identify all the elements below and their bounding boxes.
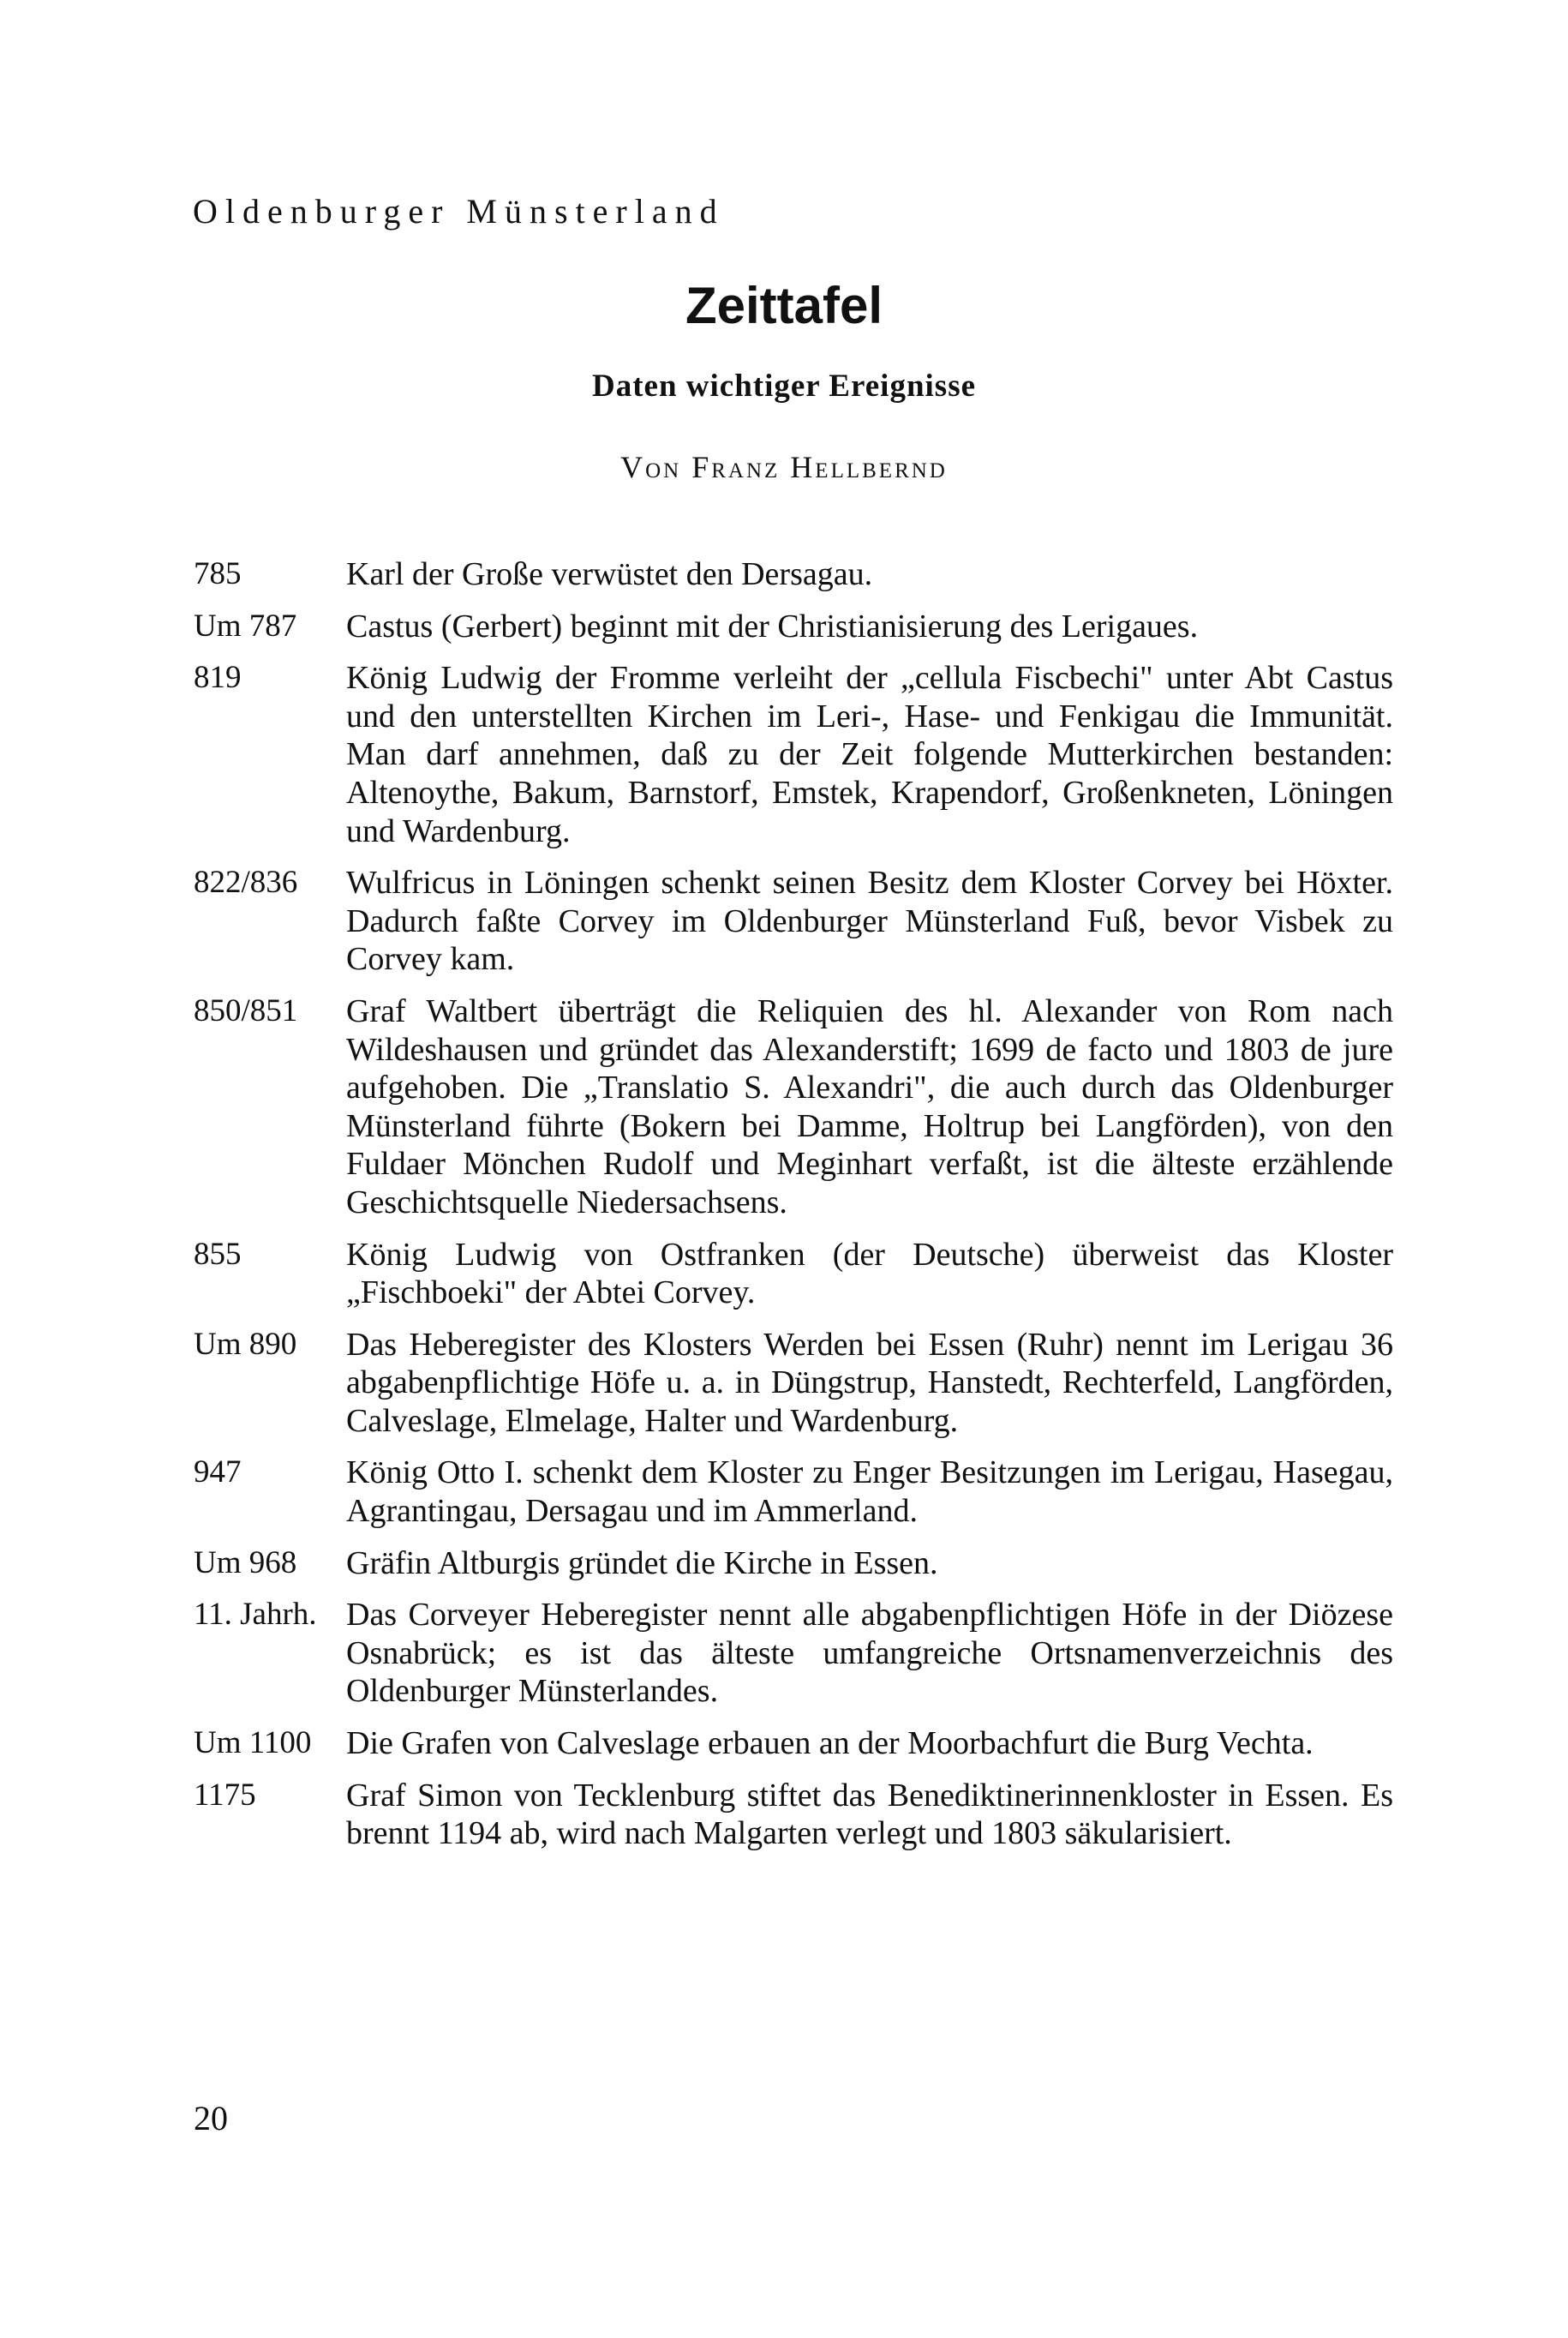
entry-text: Die Grafen von Calveslage erbauen an der Moorbachfurt die Burg Vechta.: [346, 1725, 1314, 1762]
entry-date: 785: [194, 556, 242, 591]
chronology-entry: [194, 1777, 1393, 1853]
entry-text: Gräfin Altburgis gründet die Kirche in Essen.: [346, 1544, 938, 1581]
entry-text: König Otto I. schenkt dem Kloster zu Enger Besitzungen im Lerigau, Hasegau, Agrantingau, Dersagau und im Ammerland.: [346, 1454, 1393, 1530]
entry-date: Um 890: [194, 1326, 297, 1362]
chronology-entry: [194, 1326, 1393, 1441]
chronology-entry: [194, 1454, 1393, 1530]
chronology-entry: [194, 864, 1393, 979]
chronology-entry: [194, 992, 1393, 1222]
article-subtitle: Daten wichtiger Ereignisse: [591, 369, 977, 404]
chronology-list: [194, 555, 1393, 1867]
entry-date: 1175: [194, 1777, 256, 1813]
entry-text: Das Heberegister des Klosters Werden bei Essen (Ruhr) nennt im Lerigau 36 abgabenpflichtige Höfe u. a. in Düngstrup, Hanstedt, Rechterfeld, Langförden, Calveslage, Elmelage, Halter und Wardenburg.: [346, 1326, 1393, 1439]
entry-date: 11. Jahrh.: [194, 1597, 317, 1633]
entry-date: Um 787: [194, 608, 297, 644]
entry-text: Wulfricus in Löningen schenkt seinen Besitz dem Kloster Corvey bei Höxter. Dadurch faßte Corvey im Oldenburger Münsterland Fuß, bevor Visbek zu Corvey kam.: [346, 865, 1393, 978]
entry-text: Castus (Gerbert) beginnt mit der Christianisierung des Lerigaues.: [346, 608, 1199, 644]
chronology-entry: [194, 659, 1393, 850]
entry-date: 855: [194, 1236, 242, 1272]
entry-date: 819: [194, 660, 242, 696]
entry-text: Karl der Große verwüstet den Dersagau.: [346, 556, 873, 592]
article-author: Von Franz Hellbernd: [620, 450, 948, 484]
entry-text: König Ludwig der Fromme verleiht der „cellula Fiscbechi" unter Abt Castus und den unterstellten Kirchen im Leri-, Hase- und Fenkigau die Immunität. Man darf annehmen, daß zu der Zeit folgende Mutterkirchen bestanden: Altenoythe, Bakum, Barnstorf, Emstek, Krapendorf, Großenkneten, Löningen und Wardenburg.: [346, 660, 1393, 849]
chronology-entry: [194, 1596, 1393, 1711]
entry-date: Um 968: [194, 1544, 297, 1580]
entry-date: 947: [194, 1454, 242, 1490]
entry-date: Um 1100: [194, 1725, 312, 1761]
chronology-entry: [194, 1236, 1393, 1312]
running-head: Oldenburger Münsterland: [193, 192, 725, 231]
chronology-entry: [194, 555, 1393, 594]
entry-text: Graf Simon von Tecklenburg stiftet das Benediktinerinnenkloster in Essen. Es brennt 1194 ab, wird nach Malgarten verlegt und 1803 säkularisiert.: [346, 1777, 1393, 1852]
entry-text: Das Corveyer Heberegister nennt alle abgabenpflichtigen Höfe in der Diözese Osnabrück; es ist das älteste umfangreiche Ortsnamenverzeichnis des Oldenburger Münsterlandes.: [346, 1597, 1393, 1710]
chronology-entry: [194, 1724, 1393, 1763]
chronology-entry: [194, 1544, 1393, 1583]
entry-text: Graf Waltbert überträgt die Reliquien des hl. Alexander von Rom nach Wildeshausen und gründet das Alexanderstift; 1699 de facto und 1803 de jure aufgehoben. Die „Translatio S. Alexandri", die auch durch das Oldenburger Münsterland führte (Bokern bei Damme, Holtrup bei Langförden), von den Fuldaer Mönchen Rudolf und Meginhart verfaßt, ist die älteste erzählende Geschichtsquelle Niedersachsens.: [346, 992, 1393, 1220]
article-title: Zeittafel: [685, 277, 883, 334]
chronology-entry: [194, 608, 1393, 646]
entry-date: 822/836: [194, 865, 298, 901]
entry-date: 850/851: [194, 992, 298, 1028]
entry-text: König Ludwig von Ostfranken (der Deutsche) überweist das Kloster „Fischboeki" der Abtei Corvey.: [346, 1236, 1393, 1311]
page-number: 20: [194, 2099, 228, 2137]
